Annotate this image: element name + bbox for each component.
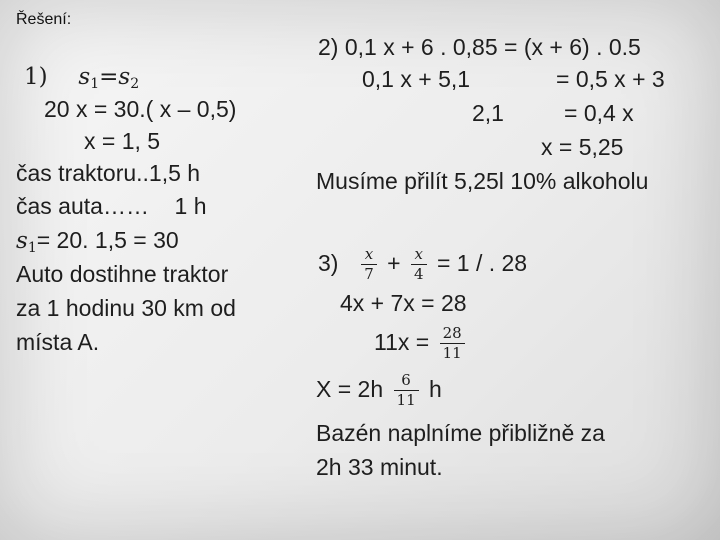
conclusion-line-2: za 1 hodinu 30 km od [16,295,236,321]
distance-value: = 20. 1,5 = 30 [36,227,179,253]
problem-2-step-2-left: 2,1 [472,100,504,126]
fraction-6-over-11: $\frac{6}{11}$ [394,372,419,409]
conclusion-line-3: místa A. [16,329,100,355]
fraction-28-over-11: $\frac{28}{11}$ [440,325,465,362]
plus-sign: + [387,250,401,276]
problem-3-answer-line-2: 2h 33 minut. [316,454,443,480]
conclusion-line-1: Auto dostihne traktor [16,261,229,287]
s1-symbol: $s_1$ [16,228,37,256]
problem-1-equation [24,62,139,98]
equation-rhs: = 1 / . 28 [436,250,528,276]
s2-symbol: $s_2$ [118,64,140,92]
hour-unit: h [429,376,442,402]
problem-2-answer: Musíme přilít 5,25l 10% alkoholu [316,168,649,194]
problem-3-solution [316,369,442,409]
tractor-time: čas traktoru..1,5 h [16,160,201,186]
slide-title: Řešení: [16,11,72,28]
step-2-lhs: 11x = [374,329,430,355]
car-time: čas auta…… 1 h [16,193,207,219]
solution-x: x = 1, 5 [84,128,161,154]
problem-2-equation: 2) 0,1 x + 6 . 0,85 = (x + 6) . 0.5 [318,34,641,60]
fraction-x-over-7: $\frac{x}{7}$ [361,246,377,283]
solution-hours: X = 2h [316,376,384,402]
problem-3-step-2 [374,322,469,362]
problem-2-step-1-right: = 0,5 x + 3 [556,66,665,92]
fraction-x-over-4: $\frac{x}{4}$ [411,246,427,283]
problem-2-step-2-right: = 0,4 x [564,100,634,126]
equals-sign: = [99,64,119,90]
problem-3-equation [318,243,527,283]
problem-3-step-1: 4x + 7x = 28 [340,290,467,316]
problem-2-step-1-left: 0,1 x + 5,1 [362,66,471,92]
problem-1-number: 1) [24,64,48,90]
problem-2-solution: x = 5,25 [541,134,624,160]
problem-3-answer-line-1: Bazén naplníme přibližně za [316,420,605,446]
s1-symbol: $s_1$ [78,64,100,92]
equation-line: 20 x = 30.( x – 0,5) [44,96,237,122]
distance-equation [16,226,179,262]
problem-3-number: 3) [318,250,339,276]
